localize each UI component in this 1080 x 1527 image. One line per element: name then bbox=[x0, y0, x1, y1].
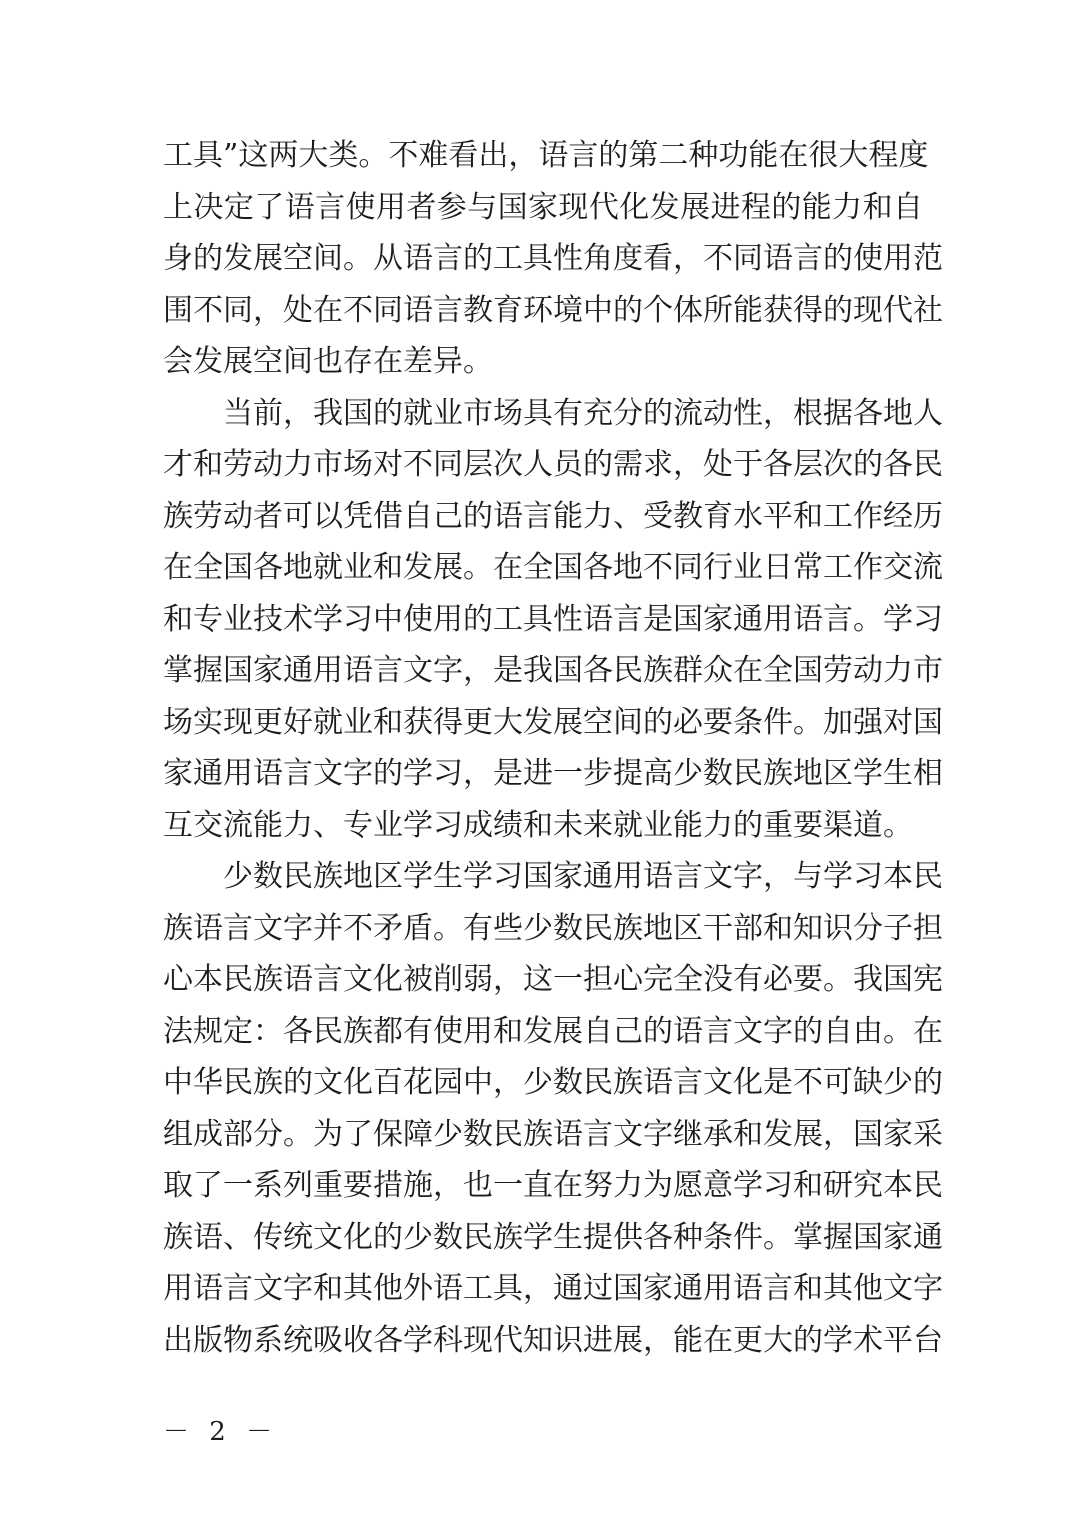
page-number: － 2 － bbox=[163, 1417, 279, 1447]
text-line: 工具”这两大类。不难看出，语言的第二种功能在很大程度 bbox=[163, 138, 929, 173]
text-line: 取了一系列重要措施，也一直在努力为愿意学习和研究本民 bbox=[163, 1168, 943, 1203]
text-line: 组成部分。为了保障少数民族语言文字继承和发展，国家采 bbox=[163, 1116, 943, 1152]
text-line: 才和劳动力市场对不同层次人员的需求，处于各层次的各民 bbox=[163, 447, 943, 482]
text-line: 心本民族语言文化被削弱，这一担心完全没有必要。我国宪 bbox=[163, 962, 943, 997]
text-line: 身的发展空间。从语言的工具性角度看，不同语言的使用范 bbox=[163, 241, 943, 276]
text-line: 中华民族的文化百花园中，少数民族语言文化是不可缺少的 bbox=[163, 1065, 943, 1100]
text-line: 场实现更好就业和获得更大发展空间的必要条件。加强对国 bbox=[163, 704, 943, 740]
text-line: 在全国各地就业和发展。在全国各地不同行业日常工作交流 bbox=[163, 550, 943, 585]
paragraph-start-line: 少数民族地区学生学习国家通用语言文字，与学习本民 bbox=[223, 859, 943, 894]
text-line: 出版物系统吸收各学科现代知识进展，能在更大的学术平台 bbox=[163, 1322, 943, 1358]
text-line: 掌握国家通用语言文字，是我国各民族群众在全国劳动力市 bbox=[163, 653, 943, 688]
text-line: 法规定：各民族都有使用和发展自己的语言文字的自由。在 bbox=[163, 1013, 943, 1049]
text-line: 族语言文字并不矛盾。有些少数民族地区干部和知识分子担 bbox=[163, 910, 943, 946]
text-line: 上决定了语言使用者参与国家现代化发展进程的能力和自 bbox=[163, 189, 923, 225]
text-line: 围不同，处在不同语言教育环境中的个体所能获得的现代社 bbox=[163, 292, 943, 328]
text-line: 家通用语言文字的学习，是进一步提高少数民族地区学生相 bbox=[163, 756, 943, 791]
text-line: 族语、传统文化的少数民族学生提供各种条件。掌握国家通 bbox=[163, 1219, 943, 1255]
body-text bbox=[163, 130, 943, 1366]
text-line: 和专业技术学习中使用的工具性语言是国家通用语言。学习 bbox=[163, 601, 943, 637]
text-line: 族劳动者可以凭借自己的语言能力、受教育水平和工作经历 bbox=[163, 498, 943, 534]
text-line: 用语言文字和其他外语工具，通过国家通用语言和其他文字 bbox=[163, 1271, 943, 1306]
text-line: 会发展空间也存在差异。 bbox=[163, 344, 493, 379]
text-line: 互交流能力、专业学习成绩和未来就业能力的重要渠道。 bbox=[163, 807, 913, 843]
paragraph-start-line: 当前，我国的就业市场具有充分的流动性，根据各地人 bbox=[223, 395, 943, 431]
